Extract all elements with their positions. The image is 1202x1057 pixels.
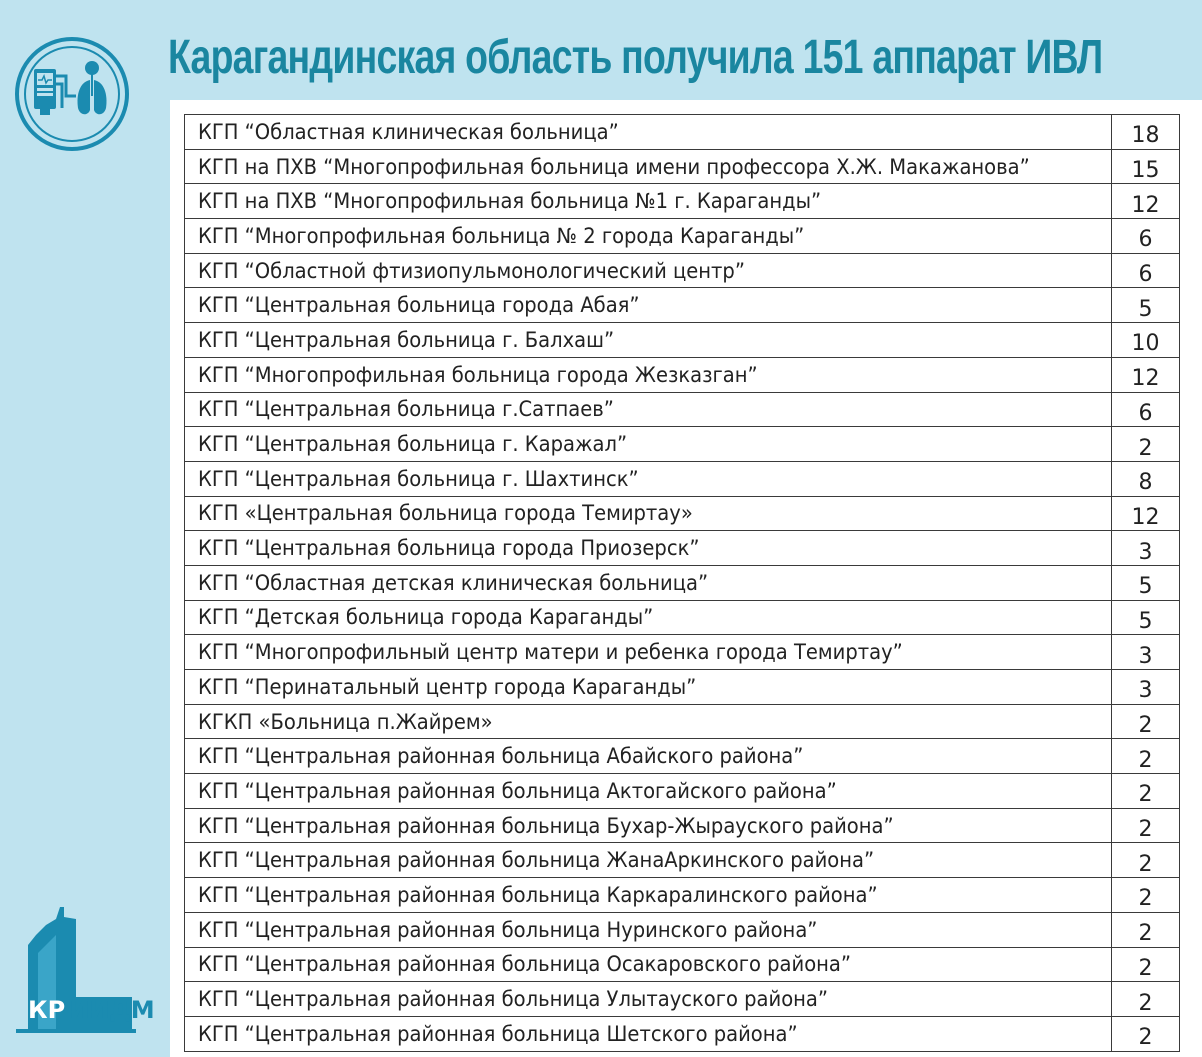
hospital-name-cell: [185, 427, 1112, 462]
ventilator-count: 5: [1112, 565, 1180, 600]
hospital-name: КГП “Центральная районная больница Бухар-Жырауского района”: [198, 813, 894, 838]
table-row: [185, 600, 1180, 635]
hospital-name: КГП “Центральная районная больница Осакаровского района”: [198, 952, 852, 977]
brand-name: [28, 996, 155, 1024]
hospital-name-cell: [185, 253, 1112, 288]
hospital-name: КГП “Областная детская клиническая больница”: [198, 570, 709, 595]
ventilator-count: 18: [1112, 115, 1180, 150]
hospital-name-cell: [185, 878, 1112, 913]
hospital-name-cell: [185, 774, 1112, 809]
table-row: [185, 1016, 1180, 1051]
hospital-name: КГП “Центральная районная больница Нуринского района”: [198, 917, 818, 942]
hospital-name-cell: [185, 947, 1112, 982]
ventilator-count: 6: [1112, 392, 1180, 427]
ventilator-count: 10: [1112, 323, 1180, 358]
hospital-name-cell: [185, 357, 1112, 392]
ventilator-count: 2: [1112, 947, 1180, 982]
ventilator-count: 2: [1112, 912, 1180, 947]
ventilator-count: 2: [1112, 878, 1180, 913]
ventilator-distribution-table: [184, 114, 1180, 1052]
ventilator-count: 6: [1112, 219, 1180, 254]
hospital-name: КГП “Центральная больница г. Шахтинск”: [198, 466, 639, 491]
hospital-name-cell: [185, 219, 1112, 254]
ventilator-count: 2: [1112, 739, 1180, 774]
table-row: [185, 357, 1180, 392]
table-row: [185, 565, 1180, 600]
hospital-name: КГП “Многопрофильная больница № 2 города Караганды”: [198, 223, 805, 248]
hospital-name-cell: [185, 149, 1112, 184]
table-row: [185, 288, 1180, 323]
table-row: [185, 219, 1180, 254]
table-row: [185, 461, 1180, 496]
hospital-name: КГП “Центральная больница города Приозерск”: [198, 536, 700, 561]
table-row: [185, 635, 1180, 670]
hospital-name-cell: [185, 531, 1112, 566]
hospital-name-cell: [185, 496, 1112, 531]
table-row: [185, 149, 1180, 184]
table-row: [185, 878, 1180, 913]
ventilator-count: 2: [1112, 774, 1180, 809]
hospital-name: КГП “Областная клиническая больница”: [198, 119, 619, 144]
ventilator-count: 2: [1112, 982, 1180, 1017]
hospital-name: КГП “Центральная больница г. Каражал”: [198, 432, 628, 457]
ventilator-count: 3: [1112, 635, 1180, 670]
hospital-name-cell: [185, 323, 1112, 358]
ventilator-count: 12: [1112, 184, 1180, 219]
hospital-name-cell: [185, 739, 1112, 774]
hospital-name: КГП «Центральная больница города Темиртау»: [198, 501, 693, 526]
ventilator-logo-icon: [14, 36, 130, 152]
hospital-name: КГП “Центральная районная больница Шетского района”: [198, 1021, 798, 1046]
hospital-name-cell: [185, 670, 1112, 705]
ventilator-count: 2: [1112, 704, 1180, 739]
hospital-name-cell: [185, 600, 1112, 635]
table-row: [185, 774, 1180, 809]
hospital-name-cell: [185, 1016, 1112, 1051]
hospital-name-cell: [185, 704, 1112, 739]
hospital-name-cell: [185, 843, 1112, 878]
table-row: [185, 496, 1180, 531]
hospital-name: КГП “Многопрофильная больница города Жезказган”: [198, 362, 758, 387]
table-row: [185, 392, 1180, 427]
hospital-name: КГП “Многопрофильный центр матери и ребенка города Темиртау”: [198, 640, 903, 665]
hospital-name: КГП на ПХВ “Многопрофильная больница №1 г. Караганды”: [198, 189, 822, 214]
hospital-name-cell: [185, 461, 1112, 496]
hospital-name: КГП “Центральная больница г. Балхаш”: [198, 327, 615, 352]
hospital-name: КГП “Областной фтизиопульмонологический центр”: [198, 258, 745, 283]
table-row: [185, 982, 1180, 1017]
table-row: [185, 184, 1180, 219]
hospital-name: КГП на ПХВ “Многопрофильная больница имени профессора Х.Ж. Макажанова”: [198, 154, 1030, 179]
hospital-name-cell: [185, 184, 1112, 219]
brand-name-left: КР: [28, 996, 66, 1024]
hospital-name: КГП “Центральная районная больница Каркаралинского района”: [198, 882, 878, 907]
hospital-name: КГП “Центральная районная больница ЖанаАркинского района”: [198, 848, 875, 873]
hospital-name-cell: [185, 288, 1112, 323]
ventilator-count: 3: [1112, 670, 1180, 705]
table-row: [185, 670, 1180, 705]
table-row: [185, 323, 1180, 358]
hospital-name: КГП “Центральная больница г.Сатпаев”: [198, 397, 614, 422]
hospital-name-cell: [185, 635, 1112, 670]
table-row: [185, 912, 1180, 947]
table-row: [185, 253, 1180, 288]
hospital-name: КГП “Детская больница города Караганды”: [198, 605, 654, 630]
table-row: [185, 739, 1180, 774]
hospital-name-cell: [185, 392, 1112, 427]
hospital-name: КГП “Перинатальный центр города Караганды”: [198, 674, 697, 699]
ventilator-count: 5: [1112, 600, 1180, 635]
table-row: [185, 808, 1180, 843]
hospital-name: КГП “Центральная районная больница Улытауского района”: [198, 987, 829, 1012]
ventilator-count: 15: [1112, 149, 1180, 184]
table-row: [185, 704, 1180, 739]
table-row: [185, 947, 1180, 982]
page-title: Карагандинская область получила 151 аппарат ИВЛ: [168, 31, 1103, 84]
ventilator-count: 2: [1112, 843, 1180, 878]
brand-name-right: ИИДМ: [69, 996, 155, 1024]
ventilator-count: 6: [1112, 253, 1180, 288]
table-row: [185, 115, 1180, 150]
ventilator-count: 2: [1112, 427, 1180, 462]
hospital-name: КГКП «Больница п.Жайрем»: [198, 709, 493, 734]
hospital-name: КГП “Центральная районная больница Актогайского района”: [198, 778, 837, 803]
ventilator-count: 12: [1112, 496, 1180, 531]
ventilator-count: 2: [1112, 1016, 1180, 1051]
hospital-name: КГП “Центральная больница города Абая”: [198, 293, 640, 318]
hospital-name-cell: [185, 565, 1112, 600]
ventilator-count: 8: [1112, 461, 1180, 496]
ventilator-count: 3: [1112, 531, 1180, 566]
ventilator-count: 2: [1112, 808, 1180, 843]
table-row: [185, 427, 1180, 462]
hospital-name-cell: [185, 115, 1112, 150]
hospital-name-cell: [185, 808, 1112, 843]
ventilator-count: 12: [1112, 357, 1180, 392]
table-row: [185, 531, 1180, 566]
hospital-name-cell: [185, 982, 1112, 1017]
hospital-name: КГП “Центральная районная больница Абайского района”: [198, 744, 804, 769]
hospital-name-cell: [185, 912, 1112, 947]
table-row: [185, 843, 1180, 878]
ventilator-count: 5: [1112, 288, 1180, 323]
